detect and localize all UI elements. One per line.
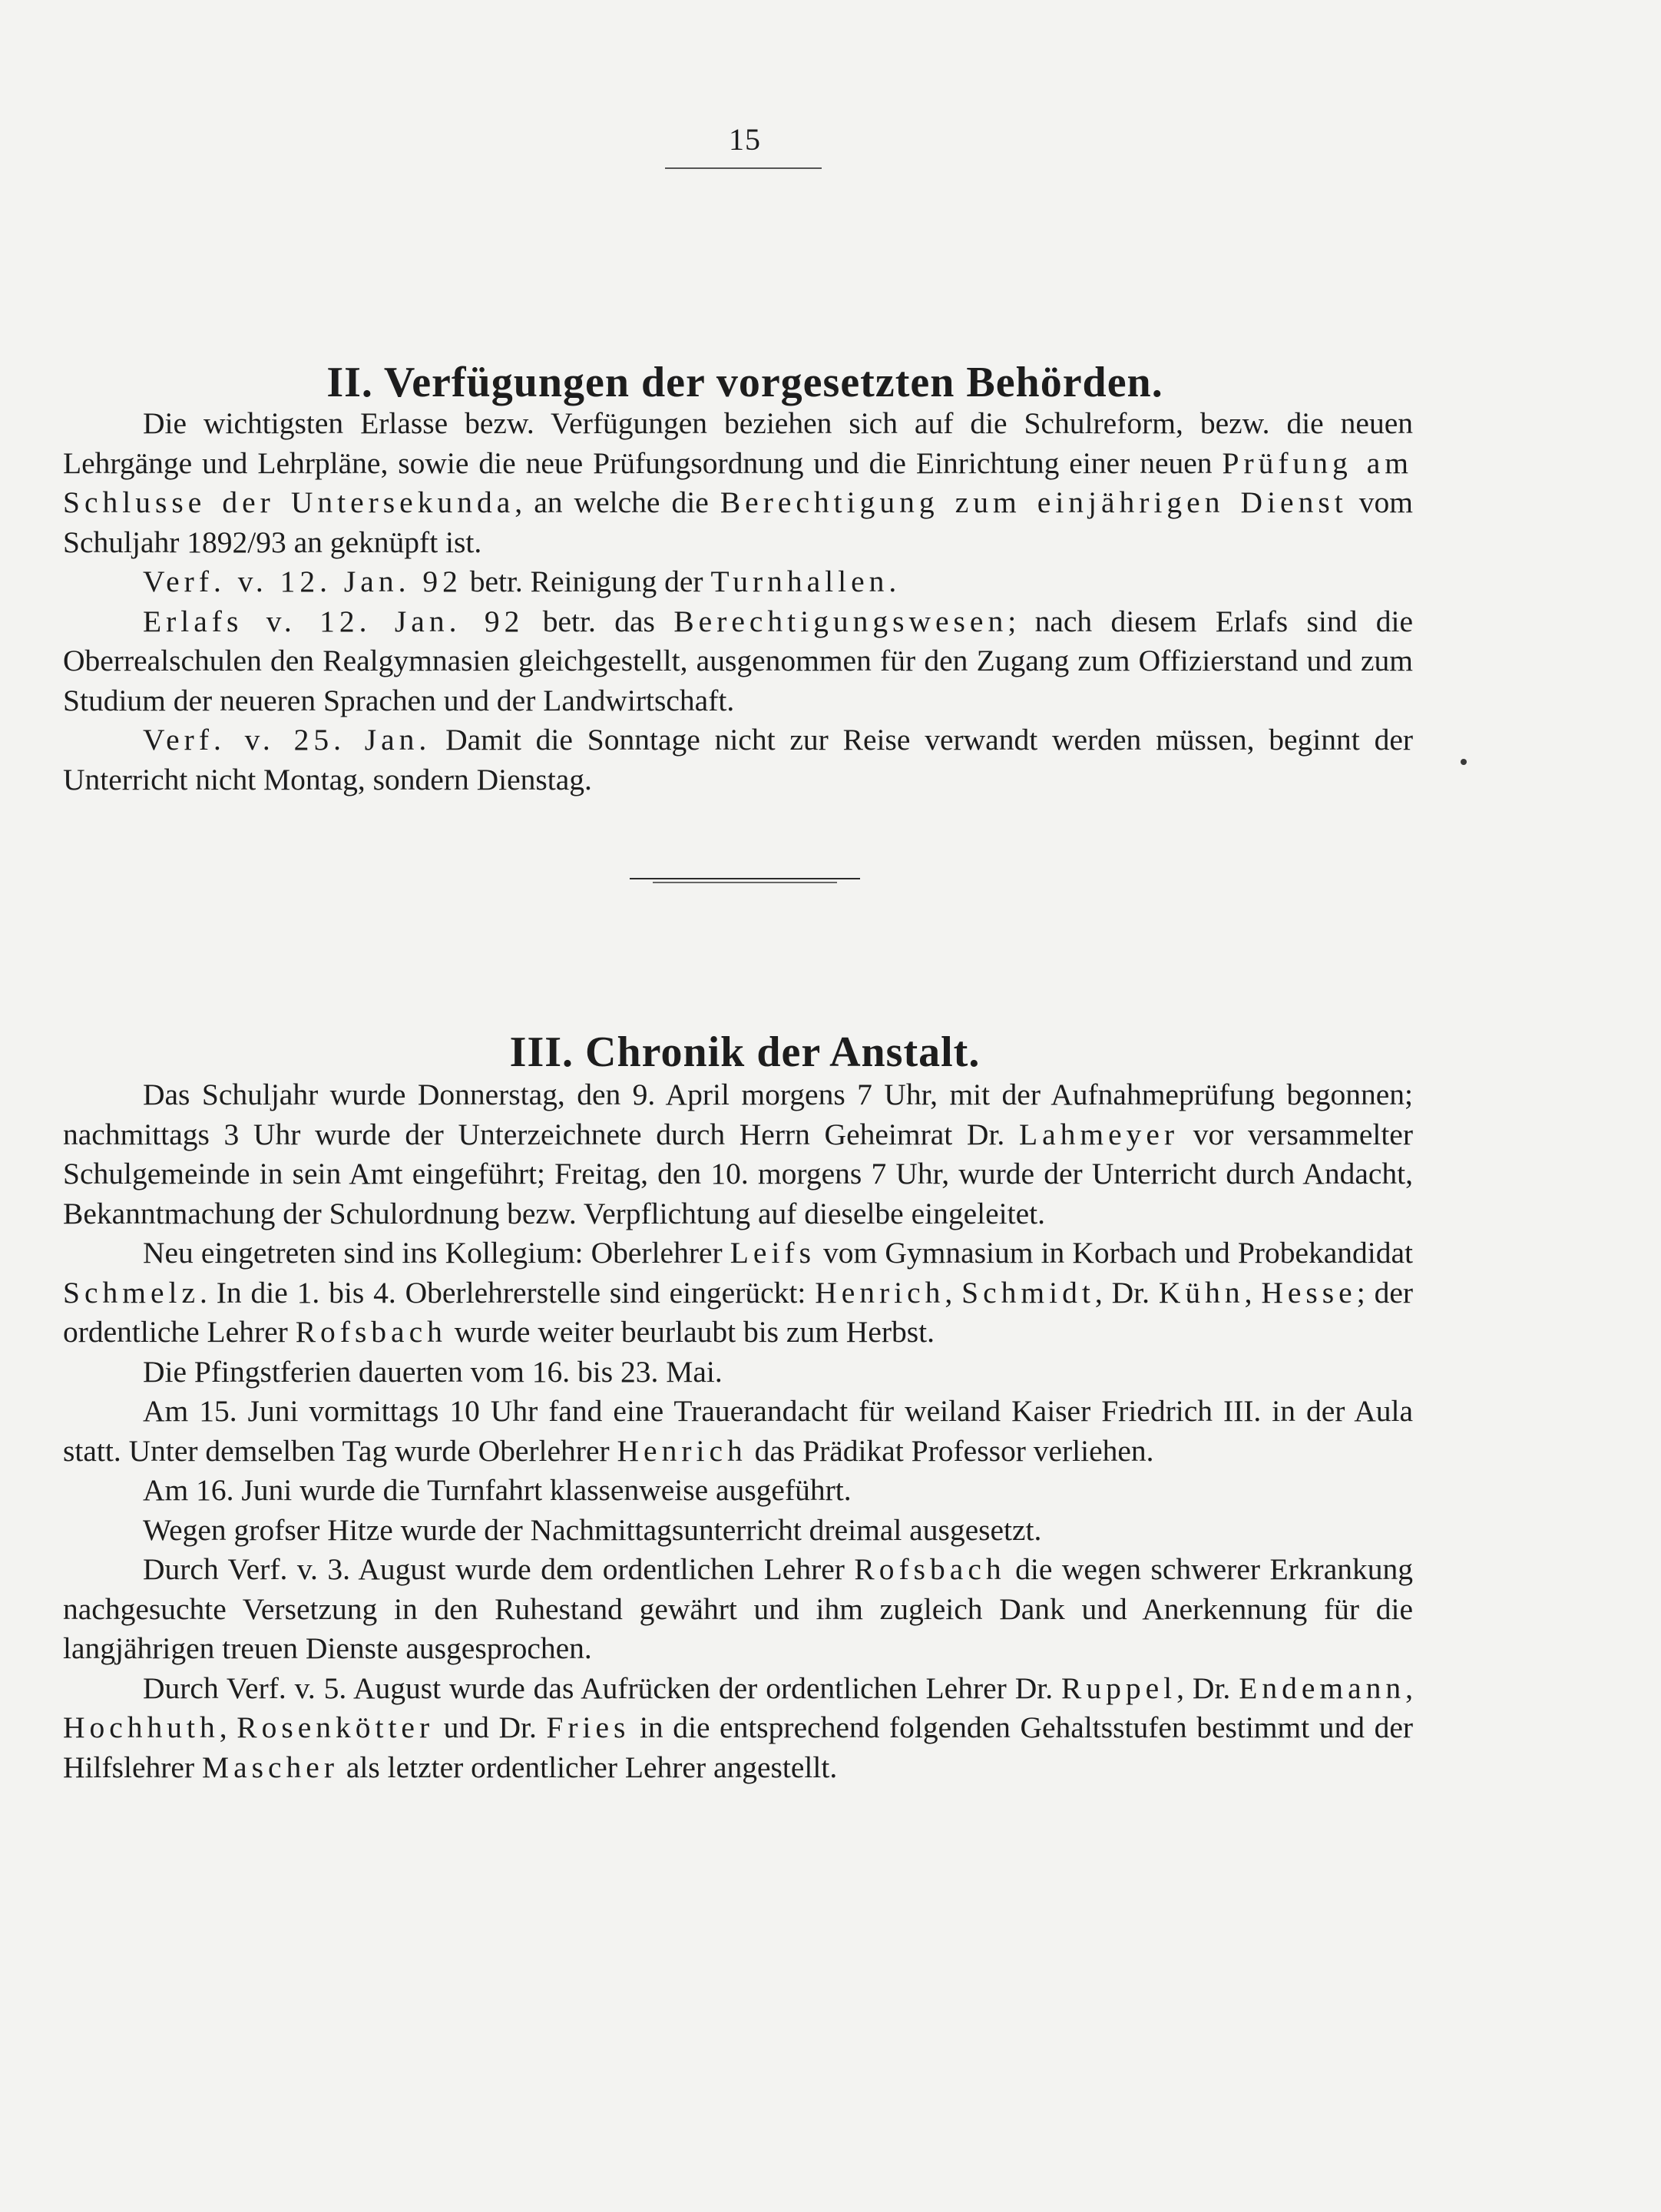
paragraph-text: wurde weiter beurlaubt bis zum Herbst. xyxy=(446,1315,935,1349)
spaced-emphasis: Hesse xyxy=(1261,1275,1357,1310)
paragraph xyxy=(63,1669,1413,1788)
paragraph-text: , an welche die xyxy=(515,485,720,519)
paragraph-text: ; nach diesem Erlafs sind die Oberrealschulen den Realgymnasien gleichgestellt, ausgenommen für den Zugang zum Offizierstand und zum Studium der neueren Sprachen und der Landwirtschaft. xyxy=(63,604,1414,717)
spaced-emphasis: Henrich xyxy=(815,1275,945,1310)
paragraph xyxy=(63,1511,1413,1551)
paragraph-text: vom Schuljahr 1892/93 an geknüpft ist. xyxy=(63,485,1413,559)
spaced-emphasis: Rofsbach xyxy=(295,1315,447,1349)
paragraph-text: . xyxy=(888,565,897,598)
paragraph-text: Das Schuljahr wurde Donnerstag, den 9. April morgens 7 Uhr, mit der Aufnahmeprüfung begonnen; nachmittags 3 Uhr wurde der Unterzeichnete durch Herrn Geheimrat Dr. xyxy=(63,1078,1413,1151)
spaced-emphasis: Erlafs v. 12. Jan. 92 xyxy=(143,604,524,638)
paragraph-text: . In die 1. bis 4. Oberlehrerstelle sind eingerückt: xyxy=(200,1275,816,1310)
spaced-emphasis: Leifs xyxy=(730,1236,816,1270)
spaced-emphasis: Hochhuth xyxy=(63,1710,220,1744)
print-speck xyxy=(1461,759,1467,765)
paragraph-text: betr. Reinigung der xyxy=(462,565,711,598)
spaced-emphasis: Endemann xyxy=(1239,1671,1406,1705)
paragraph-text: , xyxy=(1244,1275,1262,1310)
spaced-emphasis: Rofsbach xyxy=(854,1552,1006,1586)
spaced-emphasis: Berechtigungswesen xyxy=(673,604,1008,638)
paragraph-text: Die Pfingstferien dauerten vom 16. bis 23. Mai. xyxy=(143,1354,723,1389)
spaced-emphasis: Ruppel xyxy=(1061,1671,1177,1705)
paragraph-text: , Dr. xyxy=(1094,1275,1159,1310)
paragraph-text: , xyxy=(219,1710,237,1744)
paragraph xyxy=(63,1471,1413,1511)
spaced-emphasis: Verf. v. 25. Jan. xyxy=(143,723,432,757)
paragraph-text: die wegen schwerer Erkrankung nachgesuchte Versetzung in den Ruhestand gewährt und ihm zugleich Dank und Anerkennung für die langjährigen treuen Dienste ausgesprochen. xyxy=(63,1552,1413,1665)
spaced-emphasis: Schmidt xyxy=(961,1275,1095,1310)
separator-line-lower xyxy=(653,882,837,883)
paragraph-text: Wegen grofser Hitze wurde der Nachmittagsunterricht dreimal ausgesetzt. xyxy=(143,1512,1042,1547)
paragraph-text: Neu eingetreten sind ins Kollegium: Oberlehrer xyxy=(143,1236,730,1270)
spaced-emphasis: Verf. v. 12. Jan. 92 xyxy=(143,565,462,598)
paragraph xyxy=(63,1392,1413,1471)
paragraph xyxy=(63,602,1413,721)
paragraph xyxy=(63,1353,1413,1392)
paragraph-text: Die wichtigsten Erlasse bezw. Verfügungen beziehen sich auf die Schulreform, bezw. die neuen Lehrgänge und Lehrpläne, sowie die neue Prüfungsordnung und die Einrichtung einer neuen xyxy=(63,406,1413,480)
spaced-emphasis: Turnhallen xyxy=(710,565,889,598)
paragraph-text: , xyxy=(945,1275,962,1310)
paragraph-text: das Prädikat Professor verliehen. xyxy=(746,1433,1154,1468)
paragraph-text: , xyxy=(1405,1671,1413,1705)
paragraph xyxy=(63,1233,1413,1353)
paragraph-text: , Dr. xyxy=(1176,1671,1239,1705)
spaced-emphasis: Mascher xyxy=(201,1750,339,1784)
spaced-emphasis: Berechtigung zum einjährigen Dienst xyxy=(720,485,1348,519)
spaced-emphasis: Henrich xyxy=(617,1433,747,1468)
spaced-emphasis: Kühn xyxy=(1158,1275,1245,1310)
paragraph-text: Am 16. Juni wurde die Turnfahrt klassenweise ausgeführt. xyxy=(143,1473,852,1507)
paragraph-text: Damit die Sonntage nicht zur Reise verwandt werden müssen, beginnt der Unterricht nicht Montag, sondern Dienstag. xyxy=(63,723,1414,796)
spaced-emphasis: Prüfung am Schlusse der Untersekunda xyxy=(63,445,1413,519)
paragraph-text: als letzter ordentlicher Lehrer angestellt. xyxy=(338,1750,838,1784)
section-body-chronik xyxy=(63,1075,1413,1787)
spaced-emphasis: Fries xyxy=(546,1710,630,1744)
paragraph-text: Durch Verf. v. 5. August wurde das Aufrücken der ordentlichen Lehrer Dr. xyxy=(143,1671,1062,1705)
paragraph-text: ; der ordentliche Lehrer xyxy=(63,1275,1414,1349)
paragraph-text: betr. das xyxy=(524,604,674,638)
paragraph-text: in die entsprechend folgenden Gehaltsstufen bestimmt und der Hilfslehrer xyxy=(63,1710,1414,1784)
paragraph-text: vom Gymnasium in Korbach und Probekandidat xyxy=(815,1236,1413,1270)
spaced-emphasis: Schmelz xyxy=(63,1275,200,1310)
separator-line-upper xyxy=(630,878,860,879)
paragraph xyxy=(63,1075,1413,1233)
page-number-rule xyxy=(665,167,822,169)
paragraph-text: Am 15. Juni vormittags 10 Uhr fand eine Trauerandacht für weiland Kaiser Friedrich III. in der Aula statt. Unter demselben Tag wurde Oberlehrer xyxy=(63,1394,1413,1468)
paragraph-text: und Dr. xyxy=(434,1710,547,1744)
paragraph-text: vor versammelter Schulgemeinde in sein Amt eingeführt; Freitag, den 10. morgens 7 Uhr, wurde der Unterricht durch Andacht, Bekanntmachung der Schulordnung bezw. Verpflichtung auf dieselbe eingeleitet. xyxy=(63,1117,1413,1230)
spaced-emphasis: Rosenkötter xyxy=(237,1710,435,1744)
section-body-verfuegungen xyxy=(63,404,1413,800)
paragraph xyxy=(63,562,1413,602)
section-separator xyxy=(630,878,860,885)
paragraph-text: Durch Verf. v. 3. August wurde dem ordentlichen Lehrer xyxy=(143,1552,855,1586)
paragraph xyxy=(63,1550,1413,1669)
spaced-emphasis: Lahmeyer xyxy=(1018,1117,1180,1151)
paragraph xyxy=(63,720,1413,800)
section-heading-chronik: III. Chronik der Anstalt. xyxy=(509,1028,981,1077)
page-number: 15 xyxy=(729,122,761,157)
paragraph xyxy=(63,404,1413,562)
section-heading-verfuegungen: II. Verfügungen der vorgesetzten Behörden. xyxy=(326,359,1163,407)
